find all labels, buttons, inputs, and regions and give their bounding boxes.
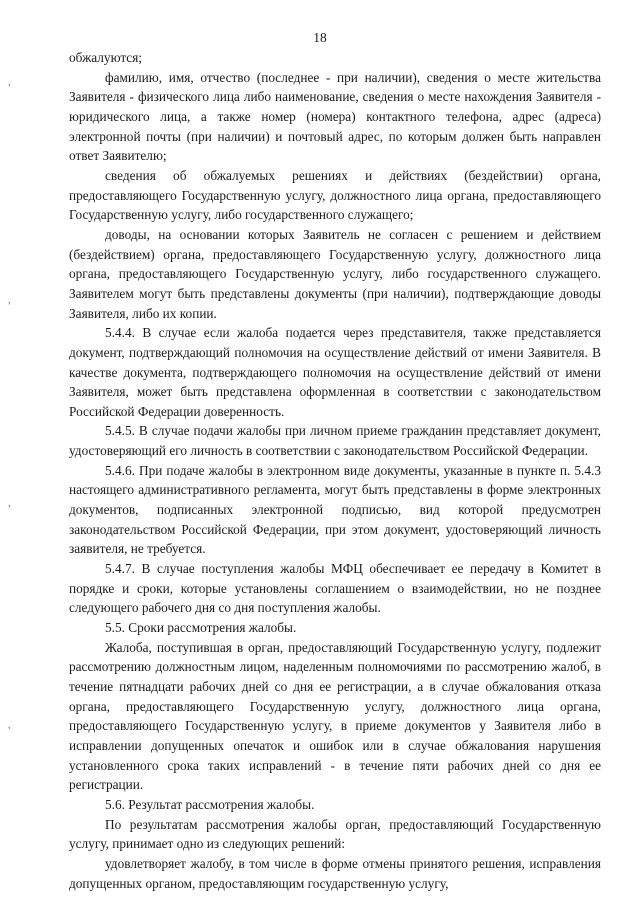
paragraph: По результатам рассмотрения жалобы орган, предоставляющий Государственную услугу, принимает одно из следующих решений: — [69, 816, 601, 852]
document-body — [69, 48, 601, 893]
scan-mark: , — [8, 77, 11, 88]
scan-mark: , — [8, 295, 11, 306]
scan-mark: , — [8, 720, 11, 731]
paragraph: обжалуются; — [69, 50, 143, 65]
paragraph: 5.4.4. В случае если жалоба подается через представителя, также представляется документ, подтверждающий полномочия на осуществление действий от имени Заявителя. В качестве документа, подтверждающего полномочия на осуществление действий от имени Заявителя, может быть представлена оформленная в соответствии с законодательством Российской Федерации доверенность. — [69, 325, 601, 419]
paragraph: Жалоба, поступившая в орган, предоставляющий Государственную услугу, подлежит рассмотрению должностным лицом, наделенным полномочиями по рассмотрению жалоб, в течение пятнадцати рабочих дней со дня ее регистрации, а в случае обжалования отказа органа, предоставляющего Государственную услугу, должностного лица органа, предоставляющего Государственную услугу, в приеме документов у Заявителя либо в исправлении допущенных опечаток и ошибок или в случае обжалования нарушения установленного срока таких исправлений - в течение пяти рабочих дней со дня ее регистрации. — [69, 639, 601, 793]
paragraph: 5.4.7. В случае поступления жалобы МФЦ обеспечивает ее передачу в Комитет в порядке и сроки, которые установлены соглашением о взаимодействии, но не позднее следующего рабочего дня со дня поступления жалобы. — [69, 561, 601, 616]
paragraph: 5.4.6. При подаче жалобы в электронном виде документы, указанные в пункте п. 5.4.3 настоящего административного регламента, могут быть представлены в форме электронных документов, подписанных электронной подписью, вид которой предусмотрен законодательством Российской Федерации, при этом документ, удостоверяющий личность заявителя, не требуется. — [69, 462, 601, 557]
paragraph: 5.6. Результат рассмотрения жалобы. — [105, 796, 315, 812]
paragraph: 5.4.5. В случае подачи жалобы при личном приеме гражданин представляет документ, удостоверяющий его личность в соответствии с законодательством Российской Федерации. — [69, 423, 601, 459]
paragraph: 5.5. Сроки рассмотрения жалобы. — [105, 620, 297, 636]
paragraph: доводы, на основании которых Заявитель не согласен с решением и действием (бездействием) органа, предоставляющего Государственную услугу, должностного лица органа, предоставляющего Государственную услугу, либо государственного служащего. Заявителем могут быть представлены документы (при наличии), подтверждающие доводы Заявителя, либо их копии. — [69, 226, 601, 321]
paragraph: фамилию, имя, отчество (последнее - при наличии), сведения о месте жительства Заявителя - физического лица либо наименование, сведения о месте нахождения Заявителя - юридического лица, а также номер (номера) контактного телефона, адрес (адреса) электронной почты (при наличии) и почтовый адрес, по которым должен быть направлен ответ Заявителю; — [69, 69, 601, 164]
paragraph: сведения об обжалуемых решениях и действиях (бездействии) органа, предоставляющего Государственную услугу, должностного лица органа, предоставляющего Государственную услугу, либо государственного служащего; — [69, 167, 601, 223]
paragraph: удовлетворяет жалобу, в том числе в форме отмены принятого решения, исправления допущенных органом, предоставляющим государственную услугу, — [69, 855, 601, 891]
page-number: 18 — [313, 30, 327, 45]
scan-mark: , — [8, 498, 11, 509]
